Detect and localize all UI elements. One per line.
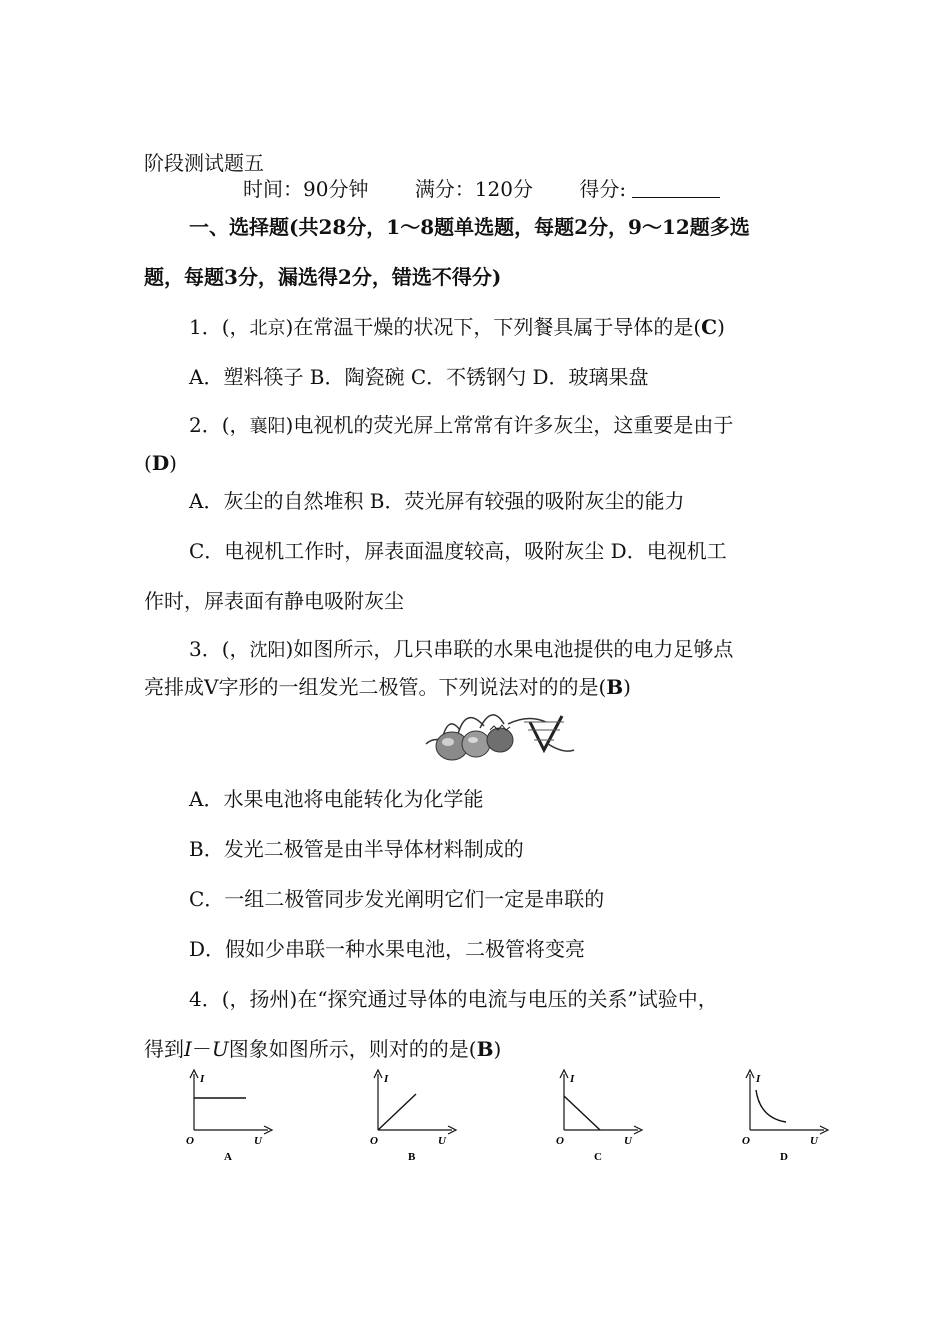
section1-line1: 一、选择题(共28分，1～8题单选题，每题2分，9～12题多选 (189, 215, 750, 239)
graph-b-label: B (408, 1151, 416, 1163)
q4-stem-cont: 得到I－U图象如图所示，则对的的是(B) (144, 1037, 502, 1061)
graph-d-axis-x: U (810, 1135, 818, 1147)
score-label: 得分: (579, 177, 627, 201)
score-blank (632, 179, 720, 198)
q2-option-c-cont: 作时，屏表面有静电吸附灰尘 (144, 589, 404, 613)
graph-d-curve (756, 1090, 786, 1122)
q3-place: 沈阳 (249, 640, 286, 661)
q4-answer: B (476, 1037, 494, 1061)
q2-stem: 2．(，襄阳)电视机的荧光屏上常常有许多灰尘，这重要是由于 (189, 413, 734, 437)
graph-a (180, 1068, 290, 1168)
graph-d-origin: O (742, 1135, 750, 1147)
q4-stem: 4．(，扬州)在“探究通过导体的电流与电压的关系”试验中， (189, 987, 718, 1011)
q1-place: 北京 (249, 318, 286, 339)
graph-d-axis-y: I (756, 1073, 761, 1085)
q3-option-b: B．发光二极管是由半导体材料制成的 (189, 837, 524, 861)
graph-c-curve (564, 1096, 600, 1130)
graph-a-label: A (224, 1151, 232, 1163)
fruit-battery-illustration (418, 700, 578, 764)
q3-stem-cont: 亮排成V字形的一组发光二极管。下列说法对的的是(B) (144, 675, 631, 699)
q3-option-d: D．假如少串联一种水果电池，二极管将变亮 (189, 937, 586, 961)
q2-answer-line: (D) (144, 451, 177, 475)
fruit-battery-figure (418, 700, 578, 764)
time-info: 时间：90分钟 (243, 177, 369, 201)
q4-var-u: U (211, 1037, 229, 1061)
graph-c-axis-x: U (624, 1135, 632, 1147)
full-score-info: 满分：120分 (414, 177, 533, 201)
graph-a-axis-y: I (200, 1073, 205, 1085)
graph-b-origin: O (370, 1135, 378, 1147)
q1-stem: 1．(，北京)在常温干燥的状况下，下列餐具属于导体的是(C) (189, 315, 725, 339)
graph-c (550, 1068, 660, 1168)
q1-answer: C (701, 315, 718, 339)
graph-a-origin: O (186, 1135, 194, 1147)
page-title: 阶段测试题五 (144, 151, 264, 175)
q2-option-c: C．电视机工作时，屏表面温度较高，吸附灰尘 D．电视机工 (189, 539, 727, 563)
graph-b-axis-y: I (384, 1073, 389, 1085)
q3-stem: 3．(，沈阳)如图所示，几只串联的水果电池提供的电力足够点 (189, 637, 734, 661)
graph-d-label: D (780, 1151, 788, 1163)
graph-c-axis-y: I (570, 1073, 575, 1085)
graph-a-axis-x: U (254, 1135, 262, 1147)
q2-option-a: A．灰尘的自然堆积 B．荧光屏有较强的吸附灰尘的能力 (189, 489, 685, 513)
q2-answer: D (151, 451, 170, 475)
graph-b (364, 1068, 474, 1168)
graph-c-origin: O (556, 1135, 564, 1147)
q4-var-i: I (184, 1037, 192, 1061)
q2-place: 襄阳 (249, 416, 286, 437)
graph-c-label: C (594, 1151, 602, 1163)
q3-answer: B (606, 675, 624, 699)
graph-d (736, 1068, 846, 1168)
exam-header (243, 176, 720, 202)
q1-options: A．塑料筷子 B．陶瓷碗 C．不锈钢勺 D．玻璃果盘 (189, 365, 649, 389)
graph-b-axis-x: U (438, 1135, 446, 1147)
graph-b-curve (378, 1094, 416, 1130)
q3-option-c: C．一组二极管同步发光阐明它们一定是串联的 (189, 887, 605, 911)
q3-option-a: A．水果电池将电能转化为化学能 (189, 787, 484, 811)
section1-line2: 题，每题3分，漏选得2分，错选不得分) (144, 265, 502, 289)
